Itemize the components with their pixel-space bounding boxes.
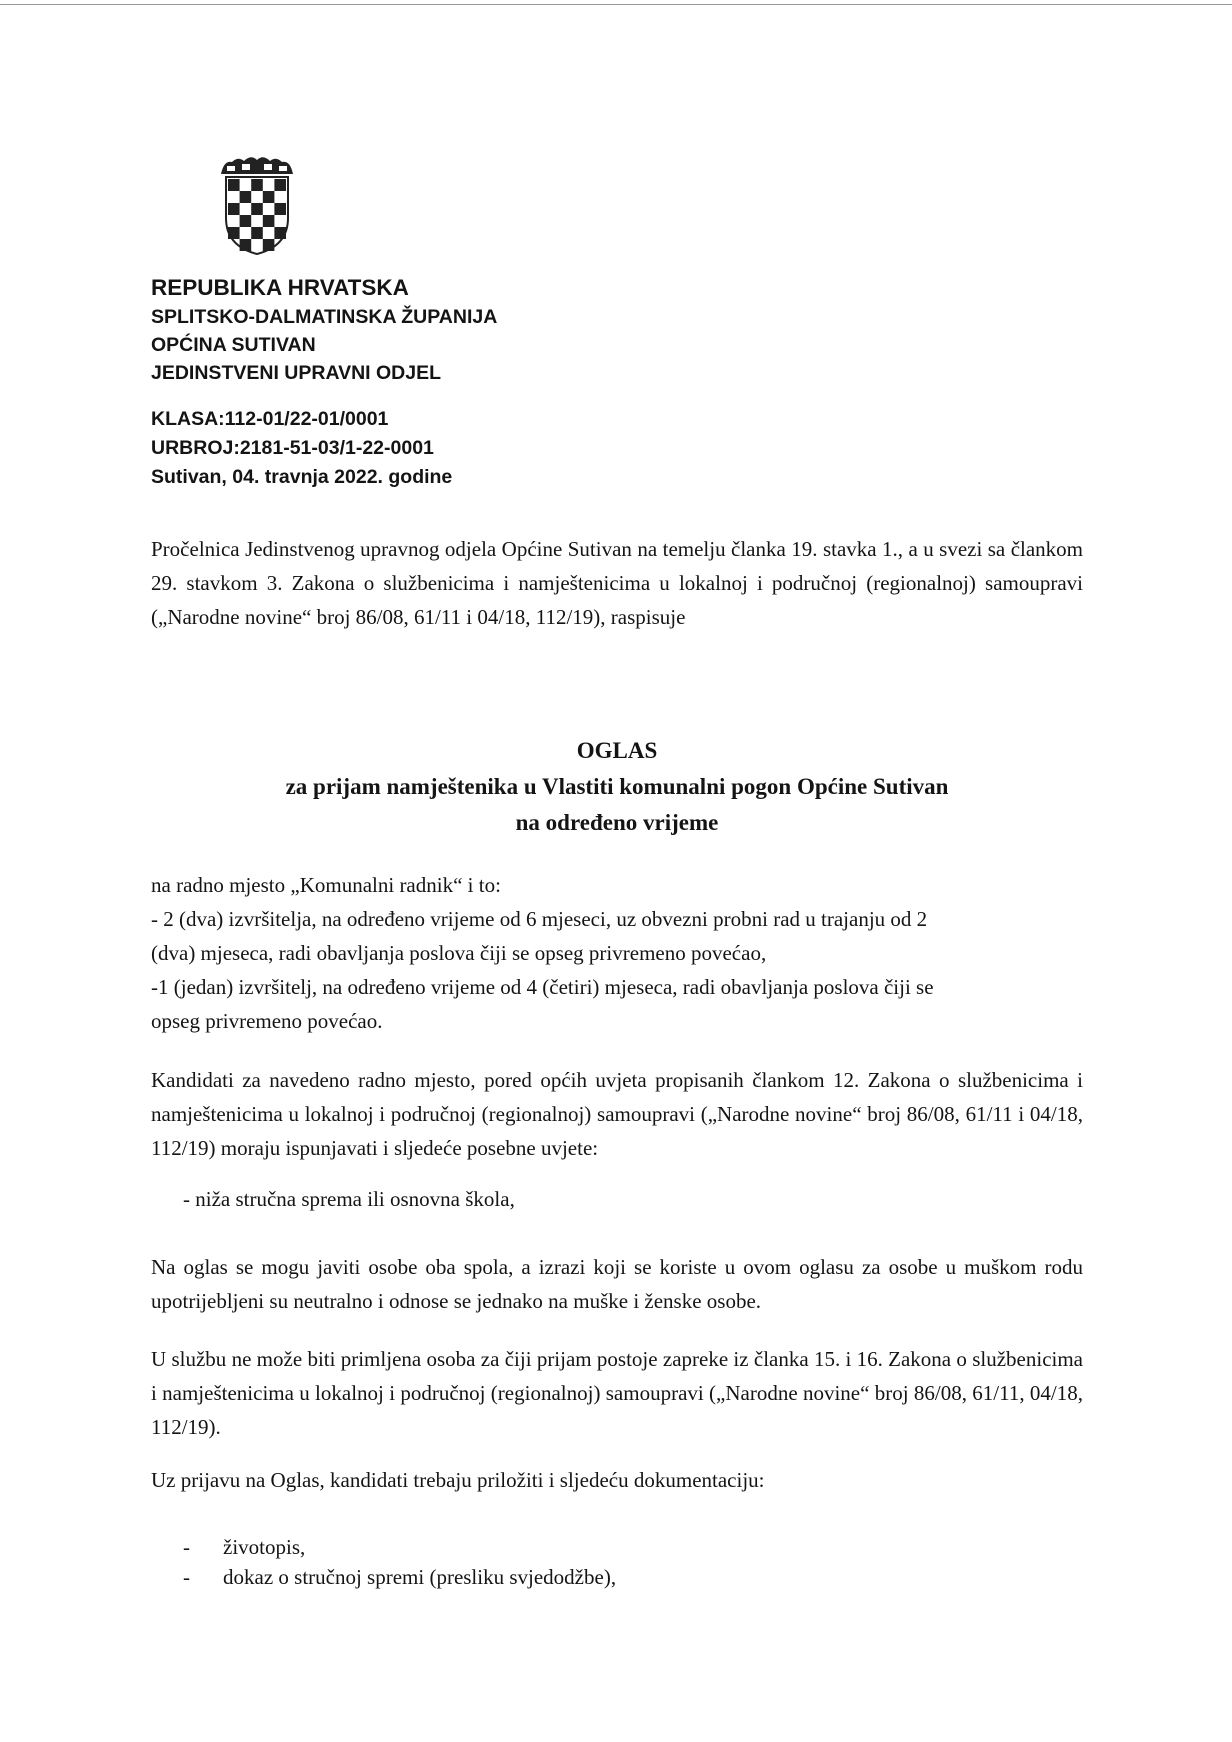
gender-note-paragraph: Na oglas se mogu javiti osobe oba spola, a izrazi koji se koriste u ovom oglasu za osobe u muškom rodu upotrijebljeni su neutralno i odnose se jednako na muške i ženske osobe. xyxy=(151,1255,1083,1313)
position-line-0: na radno mjesto „Komunalni radnik“ i to: xyxy=(151,873,501,897)
header-department: JEDINSTVENI UPRAVNI ODJEL xyxy=(151,362,442,384)
institution-header xyxy=(151,272,497,387)
notice-title-sub1: za prijam namještenika u Vlastiti komunalni pogon Općine Sutivan xyxy=(285,774,949,799)
documents-list xyxy=(183,1532,616,1592)
list-item xyxy=(183,1562,616,1592)
croatian-coat-of-arms-icon xyxy=(218,152,296,256)
position-description xyxy=(151,868,1083,1038)
list-item-text: dokaz o stručnoj spremi (presliku svjedodžbe), xyxy=(223,1565,617,1589)
requirement-item: - niža stručna sprema ili osnovna škola, xyxy=(183,1187,515,1211)
position-line-4: opseg privremeno povećao. xyxy=(151,1009,383,1033)
obstacles-paragraph: U službu ne može biti primljena osoba za čiji prijam postoje zapreke iz članka 15. i 16. Zakona o službenicima i namještenicima u lokalnoj i područnoj (regionalnoj) samoupravi („Narodne novine“ broj 86/08, 61/11, 04/18, 112/19). xyxy=(151,1347,1083,1439)
conditions-paragraph: Kandidati za navedeno radno mjesto, pored općih uvjeta propisanih člankom 12. Zakona o službenicima i namještenicima u lokalnoj i područnoj (regionalnoj) samoupravi („Narodne novine“ broj 86/08, 61/11 i 04/18, 112/19) moraju ispunjavati i sljedeće posebne uvjete: xyxy=(151,1068,1083,1160)
list-item xyxy=(183,1532,616,1562)
top-border-line xyxy=(0,4,1232,5)
header-municipality: OPĆINA SUTIVAN xyxy=(151,334,316,356)
position-line-1: - 2 (dva) izvršitelja, na određeno vrijeme od 6 mjeseci, uz obvezni probni rad u trajanju od 2 xyxy=(151,907,928,931)
intro-paragraph: Pročelnica Jedinstvenog upravnog odjela Općine Sutivan na temelju članka 19. stavka 1., a u svezi sa člankom 29. stavkom 3. Zakona o službenicima i namještenicima u lokalnoj i područnoj (regionalnoj) samoupravi („Narodne novine“ broj 86/08, 61/11 i 04/18, 112/19), raspisuje xyxy=(151,537,1083,629)
list-dash: - xyxy=(183,1535,190,1559)
klasa-number: KLASA:112-01/22-01/0001 xyxy=(151,408,389,430)
document-references xyxy=(151,405,452,492)
header-country: REPUBLIKA HRVATSKA xyxy=(151,275,409,300)
notice-title-main: OGLAS xyxy=(576,738,658,763)
list-item-text: životopis, xyxy=(223,1535,306,1559)
position-line-2: (dva) mjeseca, radi obavljanja poslova čiji se opseg privremeno povećao, xyxy=(151,941,767,965)
documents-intro: Uz prijavu na Oglas, kandidati trebaju priložiti i sljedeću dokumentaciju: xyxy=(151,1468,765,1492)
notice-title-sub2: na određeno vrijeme xyxy=(515,810,719,835)
document-date: Sutivan, 04. travnja 2022. godine xyxy=(151,466,453,488)
header-county: SPLITSKO-DALMATINSKA ŽUPANIJA xyxy=(151,306,498,328)
notice-title xyxy=(151,733,1083,841)
position-line-3: -1 (jedan) izvršitelj, na određeno vrijeme od 4 (četiri) mjeseca, radi obavljanja poslova čiji se xyxy=(151,975,934,999)
list-dash: - xyxy=(183,1565,190,1589)
urbroj-number: URBROJ:2181-51-03/1-22-0001 xyxy=(151,437,434,459)
